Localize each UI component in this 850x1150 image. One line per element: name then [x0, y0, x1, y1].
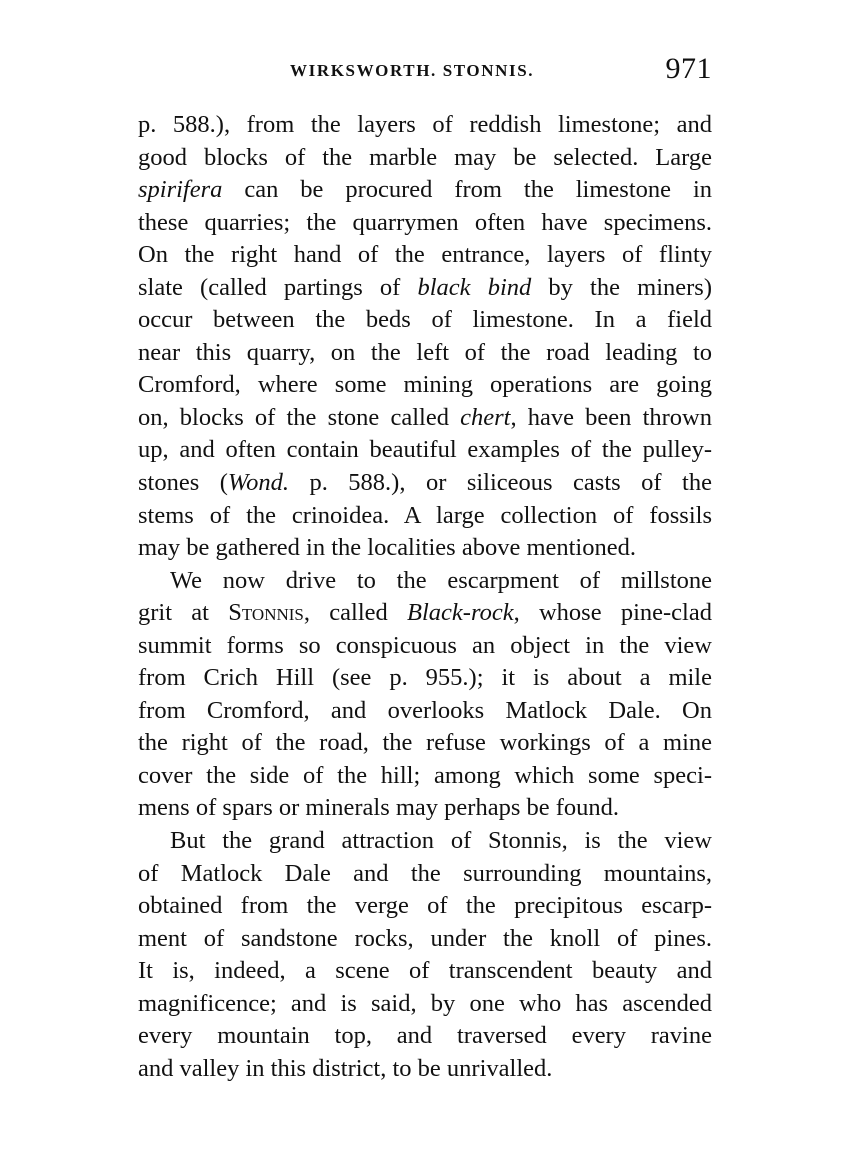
text-segment: Cromford, where some mining operations are going — [138, 371, 712, 399]
text-segment: on, blocks of the stone called — [138, 403, 461, 431]
text-line — [138, 239, 712, 272]
text-line — [138, 532, 712, 565]
text-segment: But the grand attraction of Stonnis, is the view — [170, 827, 712, 855]
text-line — [138, 630, 712, 663]
text-line — [138, 662, 712, 695]
text-segment: every mountain top, and traversed every ravine — [138, 1022, 712, 1050]
text-line — [138, 1020, 712, 1053]
text-segment: occur between the beds of limestone. In a field — [138, 306, 712, 334]
text-line — [138, 402, 712, 435]
italic-text: spirifera — [138, 176, 223, 204]
text-line — [138, 825, 712, 858]
text-segment: mens of spars or minerals may perhaps be found. — [138, 794, 620, 822]
text-line — [138, 1053, 712, 1086]
text-segment: near this quarry, on the left of the road leading to — [138, 338, 712, 366]
text-segment: can be procured from the limestone in — [222, 176, 712, 204]
paragraph — [138, 825, 712, 1085]
text-line — [138, 695, 712, 728]
text-line — [138, 434, 712, 467]
text-segment: from Cromford, and overlooks Matlock Dale. On — [138, 696, 712, 724]
paragraph — [138, 109, 712, 565]
text-segment: , have been thrown — [510, 403, 712, 431]
text-segment: by the miners) — [531, 273, 712, 301]
text-line — [138, 597, 712, 630]
text-segment: cover the side of the hill; among which some speci- — [138, 761, 712, 789]
text-segment: We now drive to the escarpment of millstone — [170, 566, 712, 594]
text-line — [138, 923, 712, 956]
text-segment: magnificence; and is said, by one who has ascended — [138, 989, 712, 1017]
text-segment: stems of the crinoidea. A large collection of fossils — [138, 501, 712, 529]
text-segment: It is, indeed, a scene of transcendent beauty and — [138, 957, 712, 985]
text-segment: these quarries; the quarrymen often have specimens. — [138, 208, 712, 236]
running-title: WIRKSWORTH. STONNIS. — [290, 61, 535, 80]
text-line — [138, 207, 712, 240]
text-segment: of Matlock Dale and the surrounding mountains, — [138, 859, 712, 887]
text-line — [138, 174, 712, 207]
text-segment: from Crich Hill (see p. 955.); it is about a mile — [138, 664, 712, 692]
text-line — [138, 890, 712, 923]
italic-text: Black-rock — [407, 599, 514, 627]
text-segment: good blocks of the marble may be selected. Large — [138, 143, 712, 171]
text-line — [138, 304, 712, 337]
text-segment: and valley in this district, to be unrivalled. — [138, 1054, 553, 1082]
text-segment: the right of the road, the refuse workings of a mine — [138, 729, 712, 757]
running-head — [138, 52, 712, 96]
text-segment: p. 588.), from the layers of reddish limestone; and — [138, 111, 712, 138]
text-line — [138, 988, 712, 1021]
italic-text: black bind — [417, 273, 532, 301]
text-segment: up, and often contain beautiful examples of the pulley- — [138, 436, 712, 464]
text-line — [138, 337, 712, 370]
text-segment: slate (called partings of — [138, 273, 418, 301]
small-caps-text: Stonnis — [228, 599, 304, 627]
text-line — [138, 369, 712, 402]
paragraph — [138, 565, 712, 825]
text-line — [138, 792, 712, 825]
page-number: 971 — [665, 52, 712, 85]
text-segment: grit at — [138, 599, 229, 627]
text-segment: summit forms so conspicuous an object in the view — [138, 631, 712, 659]
text-segment: ment of sandstone rocks, under the knoll of pines. — [138, 924, 712, 952]
text-segment: may be gathered in the localities above mentioned. — [138, 534, 636, 562]
text-line — [138, 565, 712, 598]
text-line — [138, 760, 712, 793]
text-line — [138, 142, 712, 175]
text-segment: p. 588.), or siliceous casts of the — [288, 469, 712, 497]
italic-text: chert — [460, 403, 511, 431]
text-segment: , whose pine-clad — [513, 599, 712, 627]
text-segment: stones ( — [138, 469, 228, 497]
text-segment: obtained from the verge of the precipitous escarp- — [138, 892, 712, 920]
italic-text: Wond. — [227, 469, 289, 497]
text-line — [138, 109, 712, 142]
body-text — [138, 109, 712, 1085]
text-line — [138, 500, 712, 533]
text-line — [138, 858, 712, 891]
text-segment: On the right hand of the entrance, layers of flinty — [138, 241, 712, 269]
text-line — [138, 467, 712, 500]
text-segment: , called — [303, 599, 408, 627]
text-line — [138, 272, 712, 305]
text-line — [138, 955, 712, 988]
text-line — [138, 727, 712, 760]
